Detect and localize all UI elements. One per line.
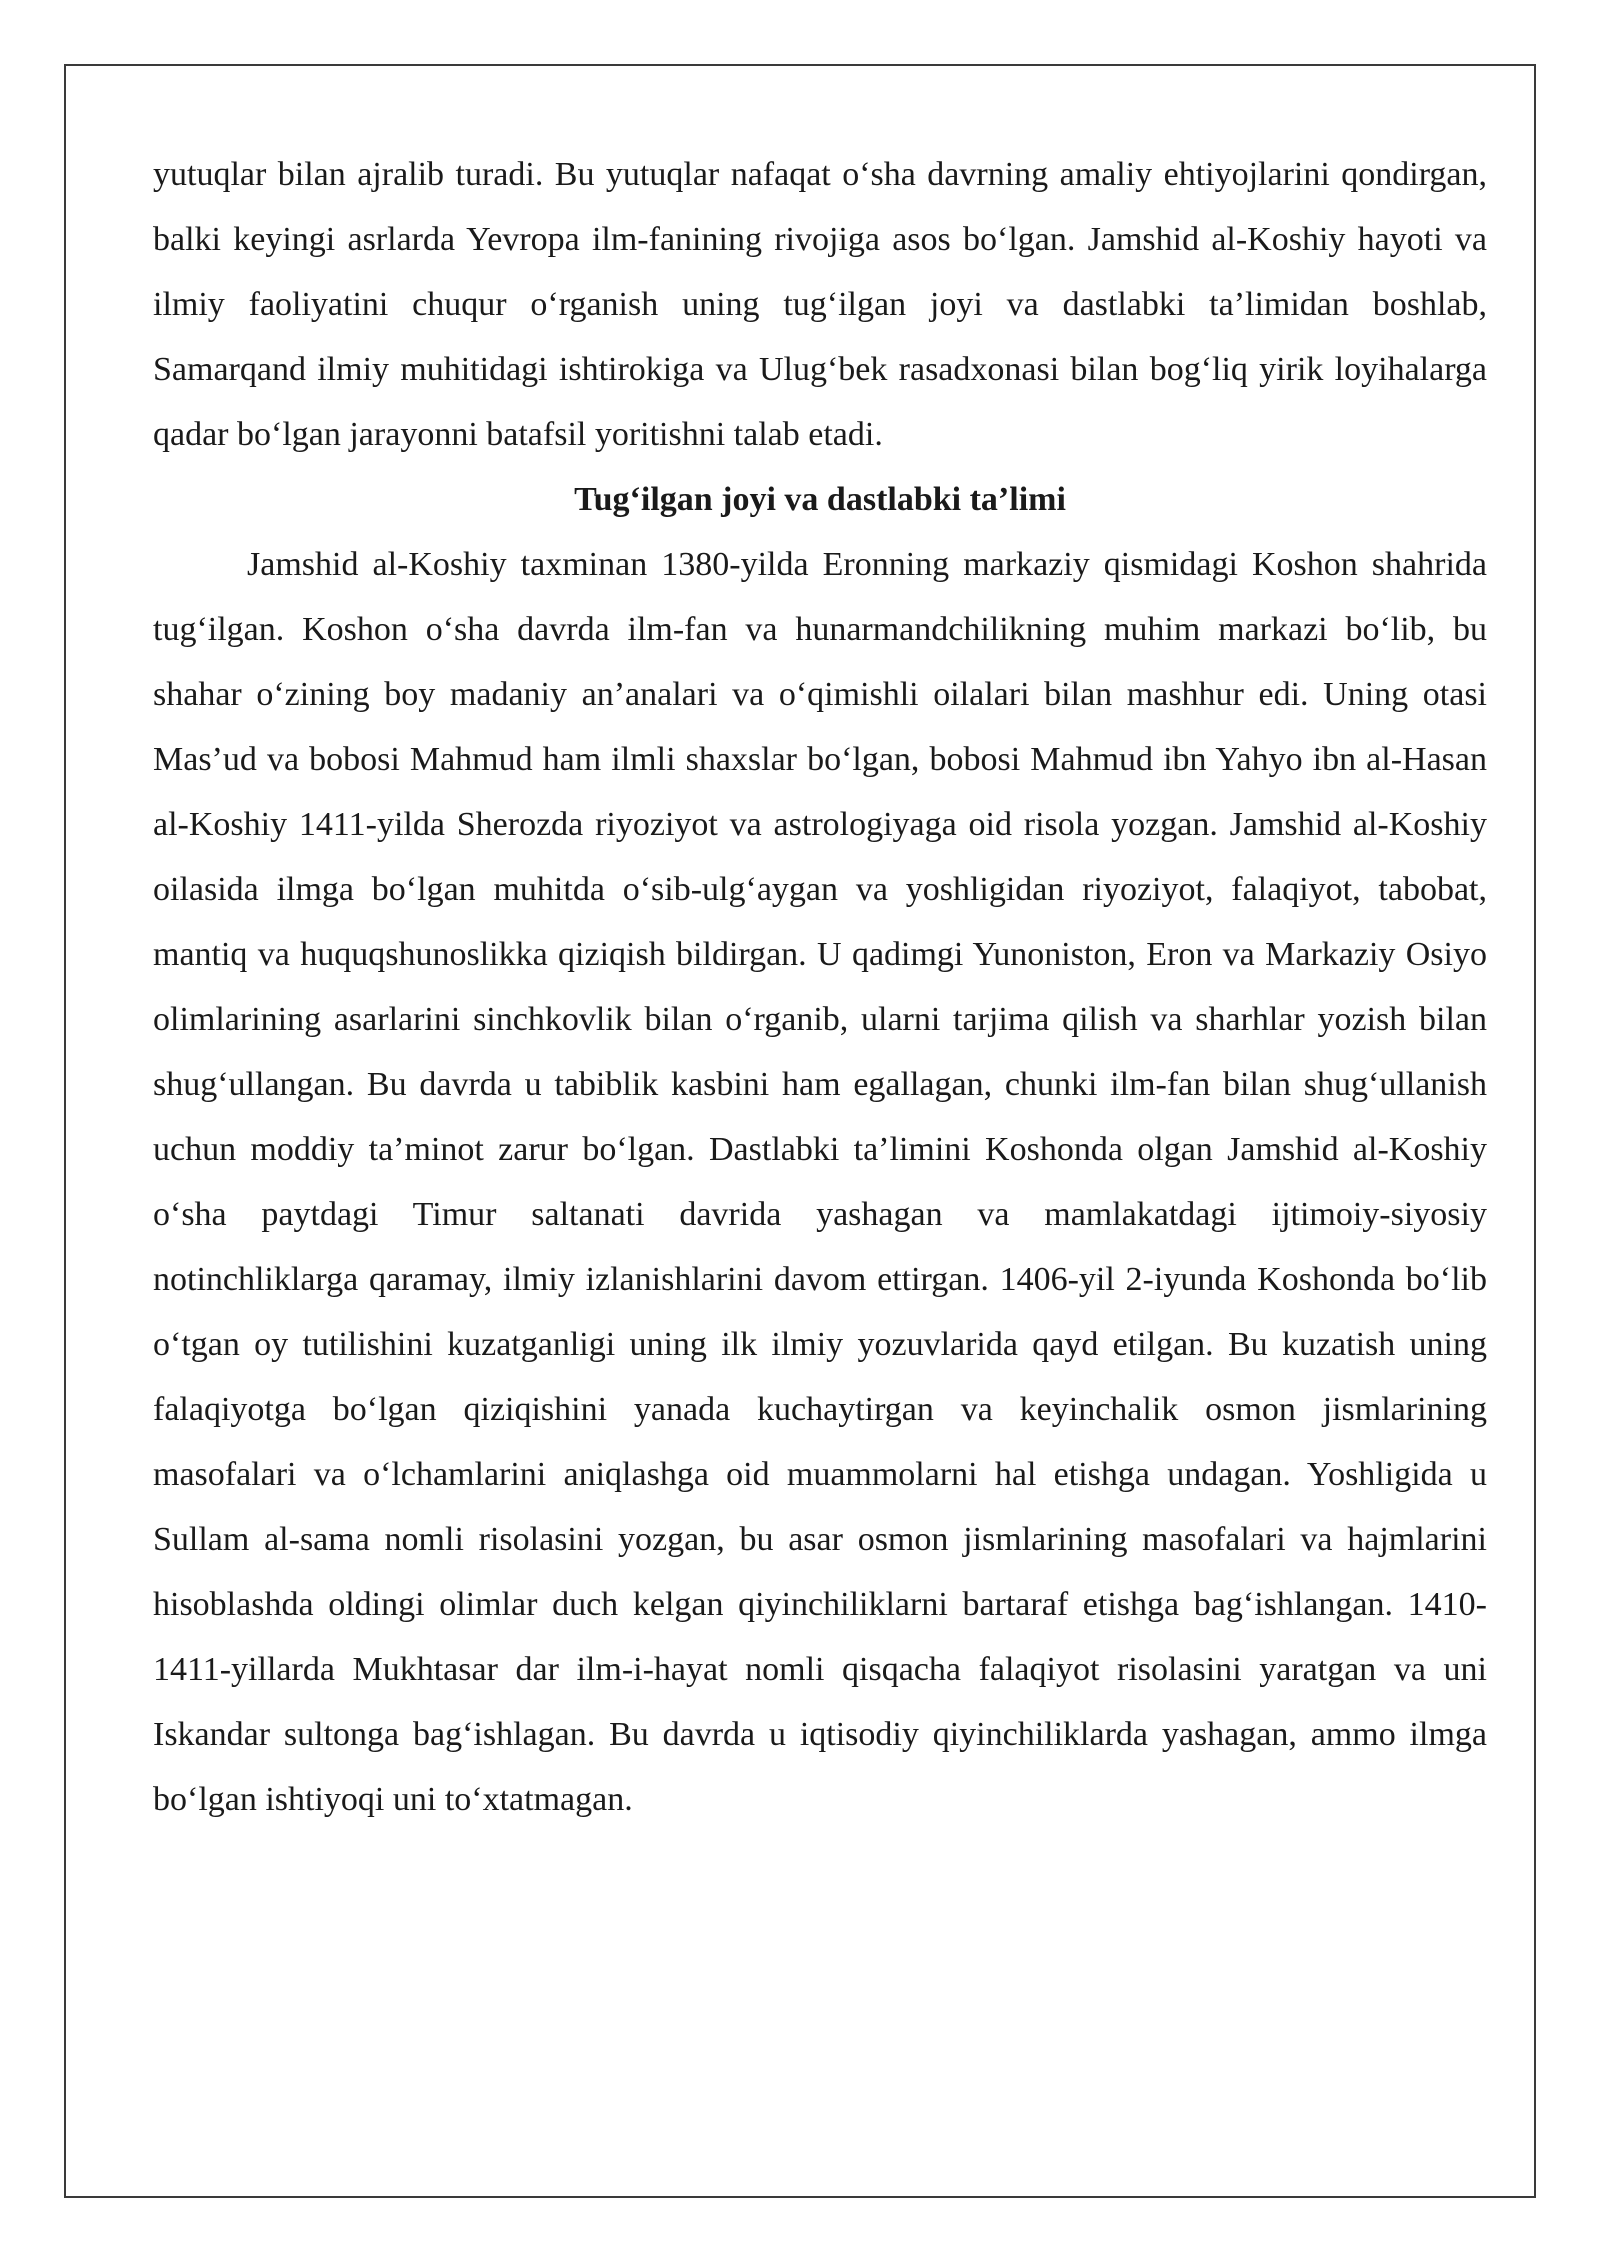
section-heading: Tug‘ilgan joyi va dastlabki ta’limi	[574, 481, 1066, 518]
intro-paragraph: yutuqlar bilan ajralib turadi. Bu yutuqlar nafaqat o‘sha davrning amaliy ehtiyojlarini qondirgan, balki keyingi asrlarda Yevropa ilm-fanining rivojiga asos bo‘lgan. Jamshid al-Koshiy hayoti va ilmiy faoliyatini chuqur o‘rganish uning tug‘ilgan joyi va dastlabki ta’limidan boshlab, Samarqand ilmiy muhitidagi ishtirokiga va Ulug‘bek rasadxonasi bilan bog‘liq yirik loyihalarga qadar bo‘lgan jarayonni batafsil yoritishni talab etadi.	[153, 156, 1487, 453]
document-body	[153, 142, 1487, 1832]
section-paragraph: Jamshid al-Koshiy taxminan 1380-yilda Eronning markaziy qismidagi Koshon shahrida tug‘ilgan. Koshon o‘sha davrda ilm-fan va hunarmandchilikning muhim markazi bo‘lib, bu shahar o‘zining boy madaniy an’analari va o‘qimishli oilalari bilan mashhur edi. Uning otasi Mas’ud va bobosi Mahmud ham ilmli shaxslar bo‘lgan, bobosi Mahmud ibn Yahyo ibn al-Hasan al-Koshiy 1411-yilda Sherozda riyoziyot va astrologiyaga oid risola yozgan. Jamshid al-Koshiy oilasida ilmga bo‘lgan muhitda o‘sib-ulg‘aygan va yoshligidan riyoziyot, falaqiyot, tabobat, mantiq va huquqshunoslikka qiziqish bildirgan. U qadimgi Yunoniston, Eron va Markaziy Osiyo olimlarining asarlarini sinchkovlik bilan o‘rganib, ularni tarjima qilish va sharhlar yozish bilan shug‘ullangan. Bu davrda u tabiblik kasbini ham egallagan, chunki ilm-fan bilan shug‘ullanish uchun moddiy ta’minot zarur bo‘lgan. Dastlabki ta’limini Koshonda olgan Jamshid al-Koshiy o‘sha paytdagi Timur saltanati davrida yashagan va mamlakatdagi ijtimoiy-siyosiy notinchliklarga qaramay, ilmiy izlanishlarini davom ettirgan. 1406-yil 2-iyunda Koshonda bo‘lib o‘tgan oy tutilishini kuzatganligi uning ilk ilmiy yozuvlarida qayd etilgan. Bu kuzatish uning falaqiyotga bo‘lgan qiziqishini yanada kuchaytirgan va keyinchalik osmon jismlarining masofalari va o‘lchamlarini aniqlashga oid muammolarni hal etishga undagan. Yoshligida u Sullam al-sama nomli risolasini yozgan, bu asar osmon jismlarining masofalari va hajmlarini hisoblashda oldingi olimlar duch kelgan qiyinchiliklarni bartaraf etishga bag‘ishlangan. 1410-1411-yillarda Mukhtasar dar ilm-i-hayat nomli qisqacha falaqiyot risolasini yaratgan va uni Iskandar sultonga bag‘ishlagan. Bu davrda u iqtisodiy qiyinchiliklarda yashagan, ammo ilmga bo‘lgan ishtiyoqi uni to‘xtatmagan.	[153, 546, 1487, 1818]
